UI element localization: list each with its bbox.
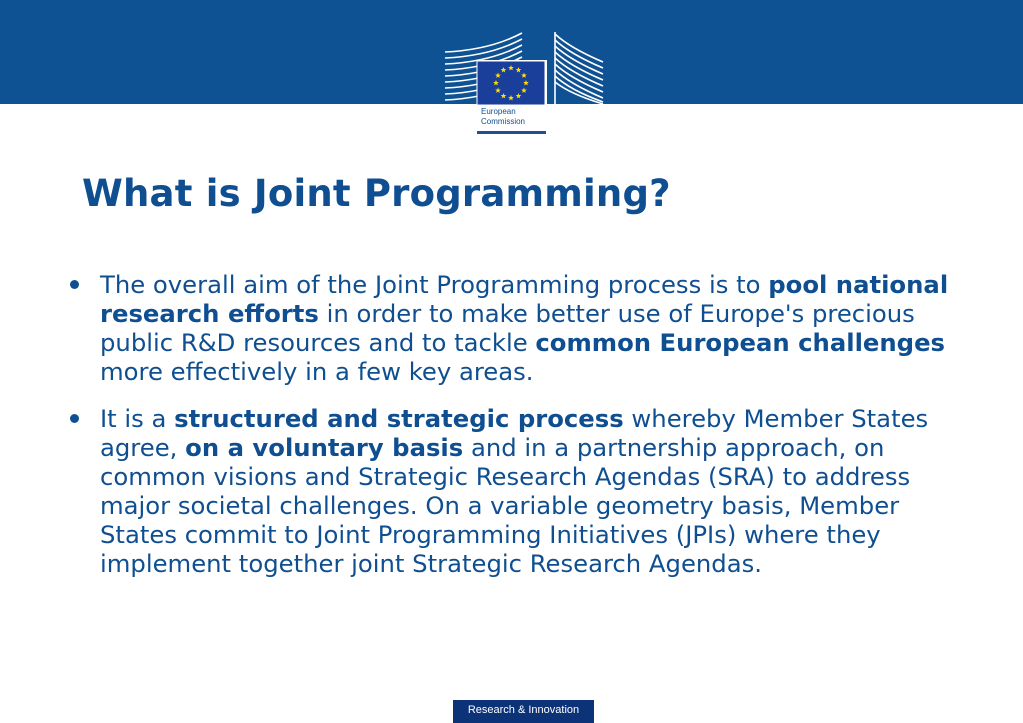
bold-text: pool national research efforts (100, 270, 949, 328)
text: whereby Member States agree, (100, 404, 929, 462)
bullet-list (70, 270, 970, 596)
logo-text (481, 107, 525, 127)
text: and in a partnership approach, on common visions and Strategic Research Agendas (SRA) to address major societal challenges. On a variable geometry basis, Member States commit to Joint Programming Initiatives (JPIs) where they implement together joint Strategic Research Agendas. (100, 433, 911, 578)
bold-text: structured and strategic process (174, 404, 624, 433)
building-right-icon (555, 32, 603, 104)
bold-text: common European challenges (535, 328, 946, 357)
bullet-item (70, 270, 970, 386)
bullet-item (70, 404, 970, 578)
text: The overall aim of the Joint Programming process is to (100, 270, 769, 299)
footer-label: Research & Innovation (453, 700, 594, 723)
logo-line1: European (481, 107, 516, 116)
slide-title: What is Joint Programming? (82, 172, 671, 215)
text: It is a (100, 404, 175, 433)
text: in order to make better use of Europe's precious public R&D resources and to tackle (100, 299, 915, 357)
bullet-icon (70, 280, 79, 289)
logo-line2: Commission (481, 117, 526, 126)
bullet-icon (70, 414, 79, 423)
bold-text: on a voluntary basis (185, 433, 464, 462)
logo-underline (477, 131, 546, 134)
text: more effectively in a few key areas. (100, 357, 534, 386)
